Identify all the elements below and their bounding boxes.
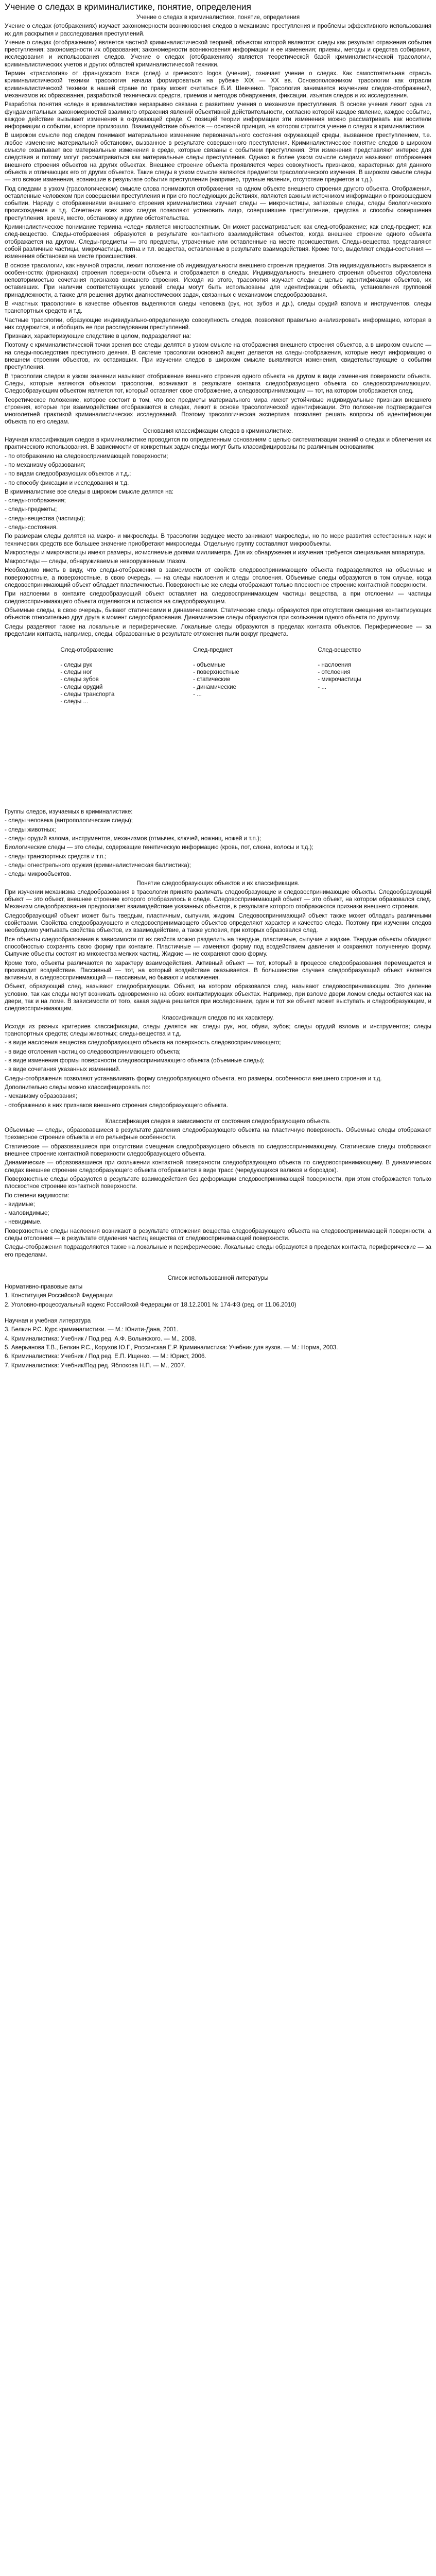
paragraph: Динамические — образовавшиеся при скольжении контактной поверхности следообразующего объекта по следовоспринимающему. В динамических следах внешнее строение следообразующего объекта отображается в виде трасс (чередующихся валиков и бороздок). [5,1159,431,1174]
page-title: Учение о следах в криминалистике, понятие, определения [5,2,251,12]
paragraph: - следы животных; [5,826,56,833]
paragraph: - по отображению на следовоспринимающей поверхности; [5,452,168,460]
paragraph: - следы-состояния. [5,524,58,531]
diagram [5,647,431,801]
paragraph: Макроследы — следы, обнаруживаемые невооруженным глазом. [5,558,187,565]
paragraph: - следы орудий взлома, инструментов, механизмов (отмычек, ключей, ножниц, ножей и т.п.); [5,835,261,842]
section-heading: Список использованной литературы [167,1274,269,1281]
paragraph: - невидимые. [5,1218,42,1226]
paragraph: Необходимо иметь в виду, что следы-отображения в зависимости от свойств следовоспринимающего объекта подразделяются на объемные и поверхностные, а поверхностные, в свою очередь, — на следы наслоения и следы отслоения. Объемные следы образуются в том случае, когда следовоспринимающий объект обладает пластичностью. Поверхностные же следы отображают только плоскостное строение контактной поверхности. [5,567,431,589]
paragraph: - по механизму образования; [5,461,85,468]
paragraph: По размерам следы делятся на макро- и микроследы. В трасологии ведущее место занимают макроследы, но по мере развития естественных наук и технических средств все большее значение приобретают микроследы. Отдельную группу составляют микрообъекты. [5,533,431,547]
diagram-column: След-предмет - объемные - поверхностные - статические - динамические - ... [193,647,239,698]
paragraph: - следы-отображения; [5,497,66,504]
section-heading: Классификация следов по их характеру. [162,1014,274,1021]
paragraph: - следы микрообъектов. [5,871,72,878]
paragraph: По степени видимости: [5,1192,69,1199]
paragraph: Статические — образовавшиеся при отсутствии смещения следообразующего объекта по следовоспринимающему. Статические следы отображают внешнее строение контактной поверхности следообразующего объекта. [5,1143,431,1158]
paragraph: - в виде сочетания указанных изменений. [5,1066,120,1073]
paragraph: Дополнительно следы можно классифицировать по: [5,1083,151,1091]
section-heading: Классификация следов в зависимости от состояния следообразующего объекта. [105,1117,331,1125]
paragraph: - следы человека (антропологические следы); [5,817,133,824]
paragraph: - по видам следообразующих объектов и т.д.; [5,470,131,478]
paragraph: При изучении механизма следообразования в трасологии принято различать следообразующие и следовоспринимающие объекты. Следообразующий объект — это объект, внешнее строение которого отобразилось в следе. Следовоспринимающий объект — это объект, на котором образовался след. Механизм следообразования предполагает взаимодействие указанных объектов, в результате которого отображаются признаки внешнего строения. [5,888,431,910]
paragraph: Научная классификация следов в криминалистике проводится по определенным основаниям с целью систематизации знаний о следах и облегчения их практического использования. В зависимости от конкретных задач следы могут быть классифицированы по различным основаниям: [5,436,431,451]
paragraph: Под следами в узком (трасологическом) смысле слова понимаются отображения на одном объекте внешнего строения другого объекта. Отображения, оставленные человеком при совершении преступления и при его последующих действиях, являются важным источником информации о произошедшем событии. Наряду с отображениями внешнего строения криминалистика изучает следы — микрочастицы, запаховые следы, следы биологического происхождения и т.д. Сочетания всех этих следов позволяют установить лицо, совершившее преступление, средства и способы совершения преступления, время, место, обстановку и другие обстоятельства. [5,185,431,222]
paragraph: Термин «трасология» от французского trace (след) и греческого logos (учение), означает учение о следах. Как самостоятельная отрасль криминалистической техники трасология начала формироваться на рубеже ХIХ — ХХ вв. Основоположником трасологии как отрасли криминалистической техники в нашей стране по праву может считаться Б.И. Шевченко. Трасология занимается изучением следов-отображений, механизмов их образования, разработкой технических средств, приемов и методов обнаружения, фиксации, изъятия следов и их исследования. [5,70,431,99]
blank-line [5,1260,431,1267]
paragraph: 4. Криминалистика: Учебник / Под ред. А.Ф. Волынского. — М., 2008. [5,1335,197,1342]
paragraph: 3. Белкин Р.С. Курс криминалистики. — М.: Юнити-Дана, 2001. [5,1326,179,1333]
paragraph: Группы следов, изучаемых в криминалистике: [5,808,133,816]
paragraph: Поэтому с криминалистической точки зрения все следы делятся в узком смысле на отображения внешнего строения объектов, а в широком смысле — на следы-последствия преступного деяния. В системе трасологии основной акцент делается на следы-отображения, которые несут информацию о внешнем строении объектов, их оставивших. При изучении следов в широком смысле выявляются изменения, свидетельствующие о событии преступления. [5,342,431,371]
paragraph: В криминалистике все следы в широком смысле делятся на: [5,488,174,495]
paragraph: Частные трасологии, образующие индивидуально-определенную совокупность следов, позволяют правильно анализировать информацию, которая в них содержится, и обобщать ее при расследовании преступлений. [5,316,431,331]
paragraph: Следы-отображения позволяют устанавливать форму следообразующего объекта, его размеры, особенности внешнего строения и т.д. [5,1075,382,1082]
paragraph: Признаки, характеризующие следствие в целом, подразделяют на: [5,333,191,340]
paragraph: Исходя из разных критериев классификации, следы делятся на: следы рук, ног, обуви, зубов; следы орудий взлома и инструментов; следы транспортных средств; следы животных; следы-вещества и т.д. [5,1023,431,1038]
paragraph: - в виде наслоения вещества следообразующего объекта на поверхность следовоспринимающего; [5,1039,281,1046]
paragraph: Учение о следах (отображениях) является частной криминалистической теорией, объектом которой являются: следы как результат отражения события преступления; закономерности их образования; закономерности возникновения информации и ее изменения; приемы, методы и средства собирания, исследования и использования следов. Учение о следах (отображениях) является теоретической базой криминалистической трасологии, криминалистических учетов и других областей криминалистической техники. [5,39,431,68]
paragraph: Криминалистическое понимание термина «след» является многоаспектным. Он может рассматриваться: как след-отображение; как след-предмет; как след-вещество. Следы-отображения образуются в результате контактного взаимодействия объектов, когда внешнее строение одного объекта отображается на другом. Следы-предметы — это предметы, утраченные или оставленные на месте происшествия. Следы-вещества представляют собой различные частицы, микрочастицы, пятна и т.п. вещества, оставленные в результате взаимодействия. Кроме того, выделяют следы-состояния — изменения обстановки на месте происшествия. [5,224,431,260]
section-heading: Основания классификации следов в криминалистике. [143,427,293,434]
paragraph: Следы разделяют также на локальные и периферические. Локальные следы образуются в пределах контакта объектов. Периферические — за пределами контакта, например, следы, образованные в результате отложения пыли вокруг предмета. [5,623,431,637]
document-body [5,14,431,1369]
paragraph: Объемные — следы, образовавшиеся в результате давления следообразующего объекта на пластичную поверхность. Объемные следы отображают трехмерное строение объекта и его рельефные особенности. [5,1127,431,1141]
section-heading: Понятие следообразующих объектов и их классификация. [136,879,300,887]
blank-line [5,1310,431,1317]
paragraph: В основе трасологии, как научной отрасли, лежит положение об индивидуальности внешнего строения предметов. Эта индивидуальность выражается в особенностях (признаках) строения поверхности объекта и отображается в следах. Индивидуальность внешнего строения объектов обусловлена неповторимостью сочетания признаков внешнего строения. Исходя из этого, трасология изучает следы с целью идентификации объектов, их оставивших. При наличии соответствующих условий следы могут быть использованы для идентификации объекта, установления групповой принадлежности, а также для решения других диагностических задач, связанных с механизмом следообразования. [5,262,431,298]
section-heading: Учение о следах в криминалистике, понятие, определения [136,14,300,21]
paragraph: - следы-вещества (частицы); [5,515,85,522]
paragraph: Теоретическое положение, которое состоит в том, что все предметы материального мира имеют устойчивые индивидуальные признаки внешнего строения, которые при взаимодействии отображаются в следах, лежит в основе трасологической идентификации. Это положение подтверждается многолетней практикой криминалистических исследований. Поэтому трасологическая экспертиза позволяет решать вопросы об идентификации объекта по его следам. [5,396,431,426]
paragraph: - в виде отслоения частиц со следовоспринимающего объекта; [5,1048,181,1055]
paragraph: В широком смысле под следом понимают материальное изменение первоначального состояния окружающей среды, вызванное преступлением, т.е. любое изменение материальной обстановки, вызванное в результате совершенного преступления. Криминалистическое понятие следов в широком смысле охватывает все материальные изменения в среде, которые связаны с событием преступления. Эти изменения представляют интерес для следствия и потому могут рассматриваться как материальные следы преступления. Однако в более узком смысле следами называют отображения внешнего строения объектов на других объектах. Внешнее строение объекта проявляется через совокупность признаков, характерных для данного объекта и отличающих его от других объектов. Такие следы в узком смысле являются предметом трасологического изучения. В широком смысле следы — это всякие изменения, возникшие в результате события преступления (например, трупные явления, отсутствие предметов и т.д.). [5,132,431,183]
paragraph: Объемные следы, в свою очередь, бывают статическими и динамическими. Статические следы образуются при отсутствии смещения контактирующих объектов относительно друг друга в момент следообразования. Динамические следы образуются при скольжении одного объекта по другому. [5,606,431,621]
paragraph: - по способу фиксации и исследования и т.д. [5,479,129,486]
paragraph: - следы-предметы; [5,506,57,513]
paragraph: Поверхностные следы наслоения возникают в результате отложения вещества следообразующего объекта на следовоспринимающей поверхности, а следы отслоения — в результате отделения частиц вещества от следовоспринимающей поверхности. [5,1227,431,1242]
blank-line [5,1267,431,1275]
paragraph: 6. Криминалистика: Учебник / Под ред. Е.П. Ищенко. — М.: Юрист, 2006. [5,1353,206,1360]
paragraph: Все объекты следообразования в зависимости от их свойств можно разделить на твердые, пластичные, сыпучие и жидкие. Твердые объекты обладают способностью сохранять свою форму при контакте. Пластичные — изменяют форму под воздействием давления и сохраняют полученную форму. Сыпучие объекты состоят из множества мелких частиц. Жидкие — не сохраняют свою форму. [5,936,431,958]
paragraph: Разработка понятия «след» в криминалистике неразрывно связана с развитием учения о механизме преступления. В основе учения лежит одна из фундаментальных закономерностей взаимного отражения явлений объективной действительности, согласно которой каждое явление, каждое событие, каждое действие вызывает изменения в окружающей среде. С позиций теории информации эти изменения можно рассматривать как носители информации о событии, которое произошло. Взаимодействие объектов — основной принцип, на котором строится учение о следах в криминалистике. [5,101,431,130]
diagram-column: След-вещество - наслоения - отслоения - микрочастицы - ... [318,647,361,690]
paragraph: В «частных трасологии» в качестве объектов выделяются следы человека (рук, ног, зубов и др.), следы орудий взлома и инструментов, следы транспортных средств и т.д. [5,300,431,315]
paragraph: Биологические следы — это следы, содержащие генетическую информацию (кровь, пот, слюна, волосы и т.д.); [5,844,313,851]
blank-line [5,801,431,808]
paragraph: - следы транспортных средств и т.п.; [5,853,107,860]
paragraph: Поверхностные следы образуются в результате взаимодействия без деформации следовоспринимающей поверхности, при этом отображается только плоскостное строение контактной поверхности. [5,1175,431,1190]
paragraph: Объект, образующий след, называют следообразующим. Объект, на котором образовался след, называют следовоспринимающим. Это деление условно, так как следы могут возникать одновременно на обоих контактирующих объектах. Например, при взломе двери ломом следы остаются как на двери, так и на ломе. В зависимости от того, какая задача решается при исследовании, один и тот же объект может выступать и следообразующим, и следовоспринимающим. [5,983,431,1012]
blank-line [5,639,431,647]
paragraph: - видимые; [5,1200,35,1208]
paragraph: Научная и учебная литература [5,1317,91,1325]
paragraph: 2. Уголовно-процессуальный кодекс Российской Федерации от 18.12.2001 № 174-ФЗ (ред. от 11.06.2010) [5,1301,297,1308]
paragraph: - следы огнестрельного оружия (криминалистическая баллистика); [5,861,191,869]
paragraph: При наслоении в контакте следообразующий объект оставляет на следовоспринимающем частицы вещества, а при отслоении — частицы следовоспринимающего объекта отделяются и остаются на следообразующем. [5,590,431,605]
paragraph: Учение о следах (отображениях) изучает закономерности возникновения следов в механизме преступления и проблемы эффективного использования их для раскрытия и расследования преступлений. [5,23,431,37]
paragraph: - механизму образования; [5,1093,78,1100]
paragraph: 7. Криминалистика: Учебник/Под ред. Яблокова Н.П. — М., 2007. [5,1362,186,1369]
paragraph: Нормативно-правовые акты [5,1283,83,1291]
paragraph: Следообразующий объект может быть твердым, пластичным, сыпучим, жидким. Следовоспринимающий объект также может обладать различными свойствами. Свойства следообразующего и следовоспринимающего объектов определяют характер и качество следа. Поэтому при изучении следов необходимо учитывать свойства объектов, их взаимодействие, а также условия, при которых образовался след. [5,912,431,934]
diagram-column: След-отображение - следы рук - следы ног - следы зубов - следы орудий - следы транспорта - следы ... [60,647,115,705]
paragraph: В трасологии следом в узком значении называют отображение внешнего строения одного объекта на другом в виде изменения поверхности объекта. Следы, которые являются объектом трасологии, возникают в результате контакта следообразующего объекта со следовоспринимающим. Следообразующим объектом является тот, который оставляет свое отображение, а следовоспринимающим — тот, на котором отображается след. [5,372,431,395]
paragraph: - в виде изменения формы поверхности следовоспринимающего объекта (объемные следы); [5,1057,265,1064]
paragraph: 1. Конституция Российской Федерации [5,1292,113,1299]
paragraph: - отображению в них признаков внешнего строения следообразующего объекта. [5,1101,229,1109]
paragraph: Кроме того, объекты различаются по характеру взаимодействия. Активный объект — тот, который в процессе следообразования перемещается и производит воздействие. Пассивный — тот, на который воздействие оказывается. В большинстве случаев следообразующий объект является активным, а следовоспринимающий — пассивным, но бывают и исключения. [5,959,431,981]
paragraph: - маловидимые; [5,1210,49,1217]
paragraph: 5. Аверьянова Т.В., Белкин Р.С., Корухов Ю.Г., Россинская Е.Р. Криминалистика: Учебник для вузов. — М.: Норма, 2003. [5,1344,338,1351]
paragraph: Следы-отображения подразделяются также на локальные и периферические. Локальные следы образуются в пределах контакта, периферические — за его пределами. [5,1244,431,1258]
paragraph: Микроследы и микрочастицы имеют размеры, исчисляемые долями миллиметра. Для их обнаружения и изучения требуется специальная аппаратура. [5,549,426,556]
blank-line [5,1111,431,1118]
